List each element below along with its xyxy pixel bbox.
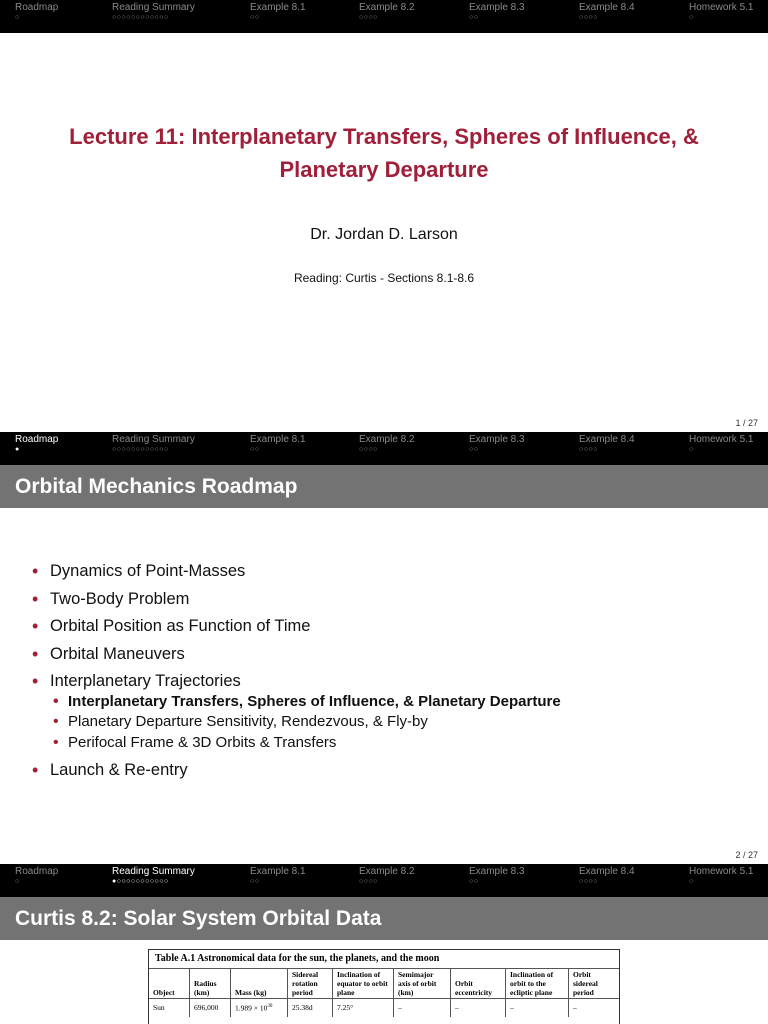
nav-label: Reading Summary: [112, 866, 195, 877]
column-header: Inclination of orbit to the ecliptic plane: [506, 969, 569, 999]
nav-dots: ○○: [250, 14, 260, 21]
nav-dots: ○○○○: [359, 14, 378, 21]
nav-roadmap[interactable]: [15, 2, 58, 23]
nav-label: Homework 5.1: [689, 866, 754, 877]
slide-1: [0, 0, 768, 432]
table-cell: –: [451, 999, 506, 1017]
nav-dots: ○○○○○○○○○○○○: [112, 446, 169, 453]
nav-dots: ○○○○: [579, 446, 598, 453]
nav-dots: ●: [15, 446, 20, 453]
nav-label: Example 8.3: [469, 866, 525, 877]
nav-homework-5-1[interactable]: [689, 434, 753, 455]
nav-dots: ○○: [469, 446, 479, 453]
nav-example-8-1[interactable]: [250, 434, 306, 455]
nav-roadmap[interactable]: [15, 434, 58, 455]
table-row: [149, 999, 619, 1017]
reading-assignment: Reading: Curtis - Sections 8.1-8.6: [293, 271, 475, 285]
nav-dots: ○○○○: [359, 878, 378, 885]
nav-label: Reading Summary: [112, 2, 195, 13]
nav-label: Roadmap: [15, 866, 59, 877]
nav-dots: ○: [689, 878, 694, 885]
nav-label: Example 8.3: [469, 2, 525, 13]
column-header: Inclination of equator to orbit plane: [333, 969, 394, 999]
nav-label: Example 8.4: [579, 434, 635, 445]
table-cell: 7.25°: [333, 999, 394, 1017]
author-name: Dr. Jordan D. Larson: [310, 226, 458, 243]
astronomical-data-table: [148, 949, 620, 1024]
list-item: • Orbital Maneuvers: [32, 641, 561, 669]
nav-label: Example 8.2: [359, 2, 415, 13]
nav-example-8-2[interactable]: [359, 434, 415, 455]
nav-label: Roadmap: [15, 2, 59, 13]
list-item: • Two-Body Problem: [32, 586, 561, 614]
nav-label: Example 8.4: [579, 2, 635, 13]
slide-title-bar: [0, 465, 768, 508]
nav-label: Example 8.4: [579, 866, 635, 877]
list-item: • Orbital Position as Function of Time: [32, 613, 561, 641]
nav-label: Example 8.2: [359, 866, 415, 877]
slide-title: Orbital Mechanics Roadmap: [15, 475, 298, 498]
nav-example-8-4[interactable]: [579, 2, 635, 23]
page-number: 1 / 27: [735, 418, 758, 428]
nav-example-8-1[interactable]: [250, 2, 306, 23]
sub-list-item: • Perifocal Frame & 3D Orbits & Transfers: [50, 733, 561, 754]
sub-list-item: • Planetary Departure Sensitivity, Rendezvous, & Fly-by: [50, 712, 561, 733]
list-item: • Launch & Re-entry: [32, 757, 561, 785]
table-cell: 25.38d: [288, 999, 333, 1017]
column-header: Semimajor axis of orbit (km): [394, 969, 451, 999]
nav-dots: ○○: [250, 878, 260, 885]
table-cell: 696,000: [190, 999, 231, 1017]
nav-example-8-3[interactable]: [469, 434, 525, 455]
column-header: Object: [149, 969, 190, 999]
slide-title-bar: [0, 897, 768, 940]
column-header: Mass (kg): [231, 969, 288, 999]
nav-homework-5-1[interactable]: [689, 866, 753, 887]
nav-label: Example 8.1: [250, 2, 306, 13]
column-header: Orbit sidereal period: [569, 969, 620, 999]
nav-dots: ○: [689, 14, 694, 21]
nav-reading-summary[interactable]: [112, 434, 195, 455]
column-header: Sidereal rotation period: [288, 969, 333, 999]
nav-example-8-2[interactable]: [359, 866, 415, 887]
nav-dots: ○○○○: [359, 446, 378, 453]
slide-title: Curtis 8.2: Solar System Orbital Data: [15, 907, 382, 930]
nav-example-8-1[interactable]: [250, 866, 306, 887]
nav-roadmap[interactable]: [15, 866, 58, 887]
list-item-interplanetary: [32, 668, 561, 753]
nav-example-8-4[interactable]: [579, 866, 635, 887]
nav-dots: ○: [15, 878, 20, 885]
nav-homework-5-1[interactable]: [689, 2, 753, 23]
nav-example-8-3[interactable]: [469, 2, 525, 23]
table-caption: Table A.1 Astronomical data for the sun, the planets, and the moon: [155, 953, 440, 964]
nav-dots: ○: [15, 14, 20, 21]
slide-2: [0, 432, 768, 864]
list-item: • Dynamics of Point-Masses: [32, 558, 561, 586]
nav-dots: ○○○○: [579, 14, 598, 21]
data-table: [149, 968, 619, 1017]
nav-dots: ○○: [469, 878, 479, 885]
slide-3: [0, 864, 768, 1024]
sub-list-item-current: • Interplanetary Transfers, Spheres of Influence, & Planetary Departure: [50, 692, 561, 713]
nav-dots: ○○: [469, 14, 479, 21]
nav-label: Homework 5.1: [689, 2, 754, 13]
table-cell: –: [569, 999, 620, 1017]
nav-label: Example 8.1: [250, 434, 306, 445]
table-cell: –: [506, 999, 569, 1017]
nav-bar: [0, 0, 768, 33]
nav-example-8-2[interactable]: [359, 2, 415, 23]
nav-label: Homework 5.1: [689, 434, 754, 445]
nav-example-8-4[interactable]: [579, 434, 635, 455]
nav-reading-summary[interactable]: [112, 866, 195, 887]
nav-dots: ○○○○: [579, 878, 598, 885]
mass-base: 1.989 × 10: [235, 1003, 268, 1013]
table-cell-mass: [231, 999, 288, 1017]
column-header: Orbit eccentricity: [451, 969, 506, 999]
nav-label: Example 8.2: [359, 434, 415, 445]
nav-example-8-3[interactable]: [469, 866, 525, 887]
table-header-row: [149, 969, 619, 999]
column-header: Radius (km): [190, 969, 231, 999]
nav-bar: [0, 432, 768, 465]
roadmap-list: [32, 558, 561, 785]
nav-dots: ○○: [250, 446, 260, 453]
nav-dots: ●○○○○○○○○○○○: [112, 878, 169, 885]
table-cell: –: [394, 999, 451, 1017]
table-cell: Sun: [149, 999, 190, 1017]
sub-list: [50, 692, 561, 754]
nav-reading-summary[interactable]: [112, 2, 195, 23]
page-number: 2 / 27: [735, 850, 758, 860]
mass-exponent: 30: [267, 1004, 273, 1009]
nav-dots: ○○○○○○○○○○○○: [112, 14, 169, 21]
nav-bar: [0, 864, 768, 897]
nav-label: Roadmap: [15, 434, 59, 445]
nav-label: Reading Summary: [112, 434, 195, 445]
lecture-title: Lecture 11: Interplanetary Transfers, Spheres of Influence, & Planetary Departure: [69, 124, 699, 182]
list-item-label: Interplanetary Trajectories: [50, 672, 241, 690]
nav-label: Example 8.3: [469, 434, 525, 445]
nav-label: Example 8.1: [250, 866, 306, 877]
nav-dots: ○: [689, 446, 694, 453]
